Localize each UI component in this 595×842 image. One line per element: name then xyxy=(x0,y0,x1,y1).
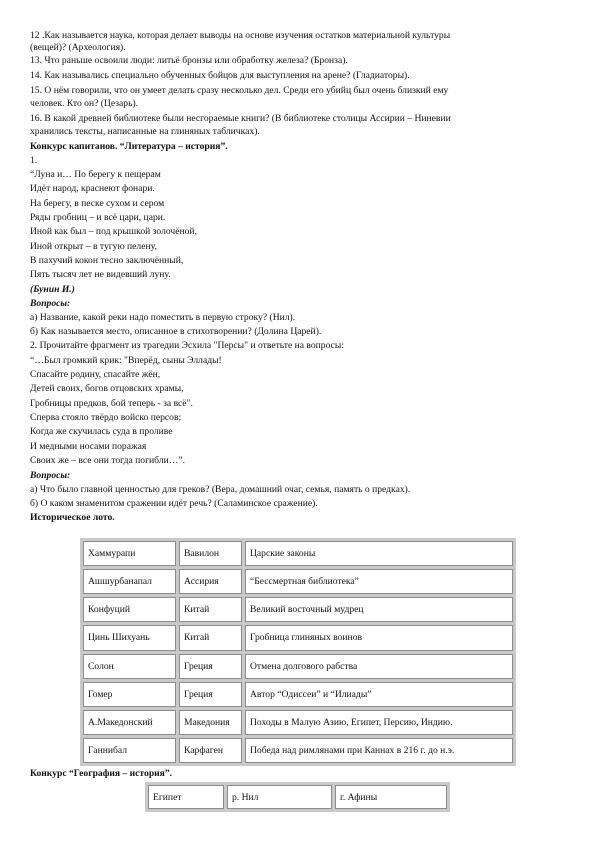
captains-contest-heading: Конкурс капитанов. “Литература – история”. xyxy=(30,141,228,152)
question-16-line-1: 16. В какой древней библиотеке были несгораемые книги? (В библиотеке столицы Ассирии – Ниневии xyxy=(30,113,451,124)
questions-heading: Вопросы: xyxy=(30,298,71,309)
tragedy-line: Сперва стояло твёрдо войско персов; xyxy=(30,412,182,423)
table-cell: Египет xyxy=(148,785,224,809)
tragedy-line: И медными носами поражая xyxy=(30,441,147,452)
geography-contest-heading: Конкурс “География – история”. xyxy=(30,768,173,779)
tragedy-line: Гробницы предков, бой теперь - за всё". xyxy=(30,398,193,409)
table-cell: Хаммурапи xyxy=(83,541,176,566)
tragedy-line: Спасайте родину, спасайте жён, xyxy=(30,369,161,380)
question-15-line-2: человек. Кто он? (Цезарь). xyxy=(30,98,139,109)
table-cell: Карфаген xyxy=(179,738,242,763)
question-a: а) Название, какой реки надо поместить в первую строку? (Нил). xyxy=(30,312,296,323)
question-12-line-1: 12 .Как называется наука, которая делает выводы на основе изучения остатков материальной культуры xyxy=(30,30,451,41)
question-16-line-2: хранились тексты, написанные на глиняных табличках). xyxy=(30,126,260,137)
poem-line: В пахучий кокон тесно заключённый, xyxy=(30,255,184,266)
table-cell: Китай xyxy=(179,625,242,650)
table-cell: А.Македонский xyxy=(83,710,176,735)
table-cell: Ашшурбанапал xyxy=(83,569,176,594)
table-cell: Греция xyxy=(179,654,242,679)
table-cell: Греция xyxy=(179,682,242,707)
table-row xyxy=(83,541,513,566)
tragedy-line: Когда же скучилась суда в проливе xyxy=(30,426,173,437)
table-cell: Ассирия xyxy=(179,569,242,594)
question-15-line-1: 15. О нём говорили, что он умеет делать сразу несколько дел. Среди его убийц был очень близкий ему xyxy=(30,85,449,96)
table-cell: Вавилон xyxy=(179,541,242,566)
poem-line: На берегу, в песке сухом и сером xyxy=(30,198,165,209)
question-b: б) О каком знаменитом сражении идёт речь? (Саламинское сражение). xyxy=(30,498,318,509)
table-cell: Царские законы xyxy=(245,541,513,566)
table-row xyxy=(83,569,513,594)
table-row xyxy=(83,654,513,679)
table-cell: Македония xyxy=(179,710,242,735)
table-cell: Конфуций xyxy=(83,597,176,622)
table-cell: Ганнибал xyxy=(83,738,176,763)
table-row xyxy=(148,785,447,809)
item-1-number: 1. xyxy=(30,155,38,166)
table-cell: Цинь Шихуань xyxy=(83,625,176,650)
table-row xyxy=(83,625,513,650)
table-cell: г. Афины xyxy=(335,785,447,809)
tragedy-line: Своих же – все они тогда погибли…”. xyxy=(30,455,185,466)
table-cell: р. Нил xyxy=(227,785,332,809)
table-cell: Победа над римлянами при Каннах в 216 г. до н.э. xyxy=(245,738,513,763)
poem-line: Иной открыт – в тугую пелену, xyxy=(30,241,157,252)
question-a: а) Что было главной ценностью для греков? (Вера, домашний очаг, семья, память о предках). xyxy=(30,484,411,495)
question-14: 14. Как назывались специально обученных бойцов для выступления на арене? (Гладиаторы). xyxy=(30,70,410,81)
tragedy-line: Детей своих, богов отцовских храмы, xyxy=(30,383,184,394)
poem-line: Идёт народ, краснеют фонари. xyxy=(30,183,155,194)
table-cell: “Бессмертная библиотека” xyxy=(245,569,513,594)
geography-history-table xyxy=(145,782,450,812)
history-lotto-table xyxy=(80,538,516,766)
table-cell: Автор “Одиссеи” и “Илиады” xyxy=(245,682,513,707)
poem-line: Иной как был – под крышкой золочёной, xyxy=(30,226,197,237)
table-cell: Походы в Малую Азию, Египет, Персию, Индию. xyxy=(245,710,513,735)
poem-line: “Луна и… По берегу к пещерам xyxy=(30,169,161,180)
item-2-prompt: 2. Прочитайте фрагмент из трагедии Эсхила "Персы" и ответьте на вопросы: xyxy=(30,340,345,351)
table-row xyxy=(83,597,513,622)
question-12-line-2: (вещей)? (Археология). xyxy=(30,42,126,53)
table-cell: Солон xyxy=(83,654,176,679)
table-cell: Отмена долгового рабства xyxy=(245,654,513,679)
question-b: б) Как называется место, описанное в стихотворении? (Долина Царей). xyxy=(30,326,322,337)
question-13: 13. Что раньше освоили люди: литьё бронзы или обработку железа? (Бронза). xyxy=(30,55,348,66)
table-row xyxy=(83,682,513,707)
history-lotto-heading: Историческое лото. xyxy=(30,512,115,523)
table-cell: Китай xyxy=(179,597,242,622)
poem-line: Пять тысяч лет не видевший луну. xyxy=(30,269,171,280)
tragedy-line: “…Был громкий крик: "Вперёд, сыны Эллады! xyxy=(30,355,222,366)
table-cell: Гомер xyxy=(83,682,176,707)
table-row xyxy=(83,710,513,735)
table-row xyxy=(83,738,513,763)
table-cell: Гробница глиняных воинов xyxy=(245,625,513,650)
poem-author: (Бунин И.) xyxy=(30,284,75,295)
table-cell: Великий восточный мудрец xyxy=(245,597,513,622)
poem-line: Ряды гробниц – и всё цари, цари. xyxy=(30,212,166,223)
questions-heading: Вопросы: xyxy=(30,470,71,481)
